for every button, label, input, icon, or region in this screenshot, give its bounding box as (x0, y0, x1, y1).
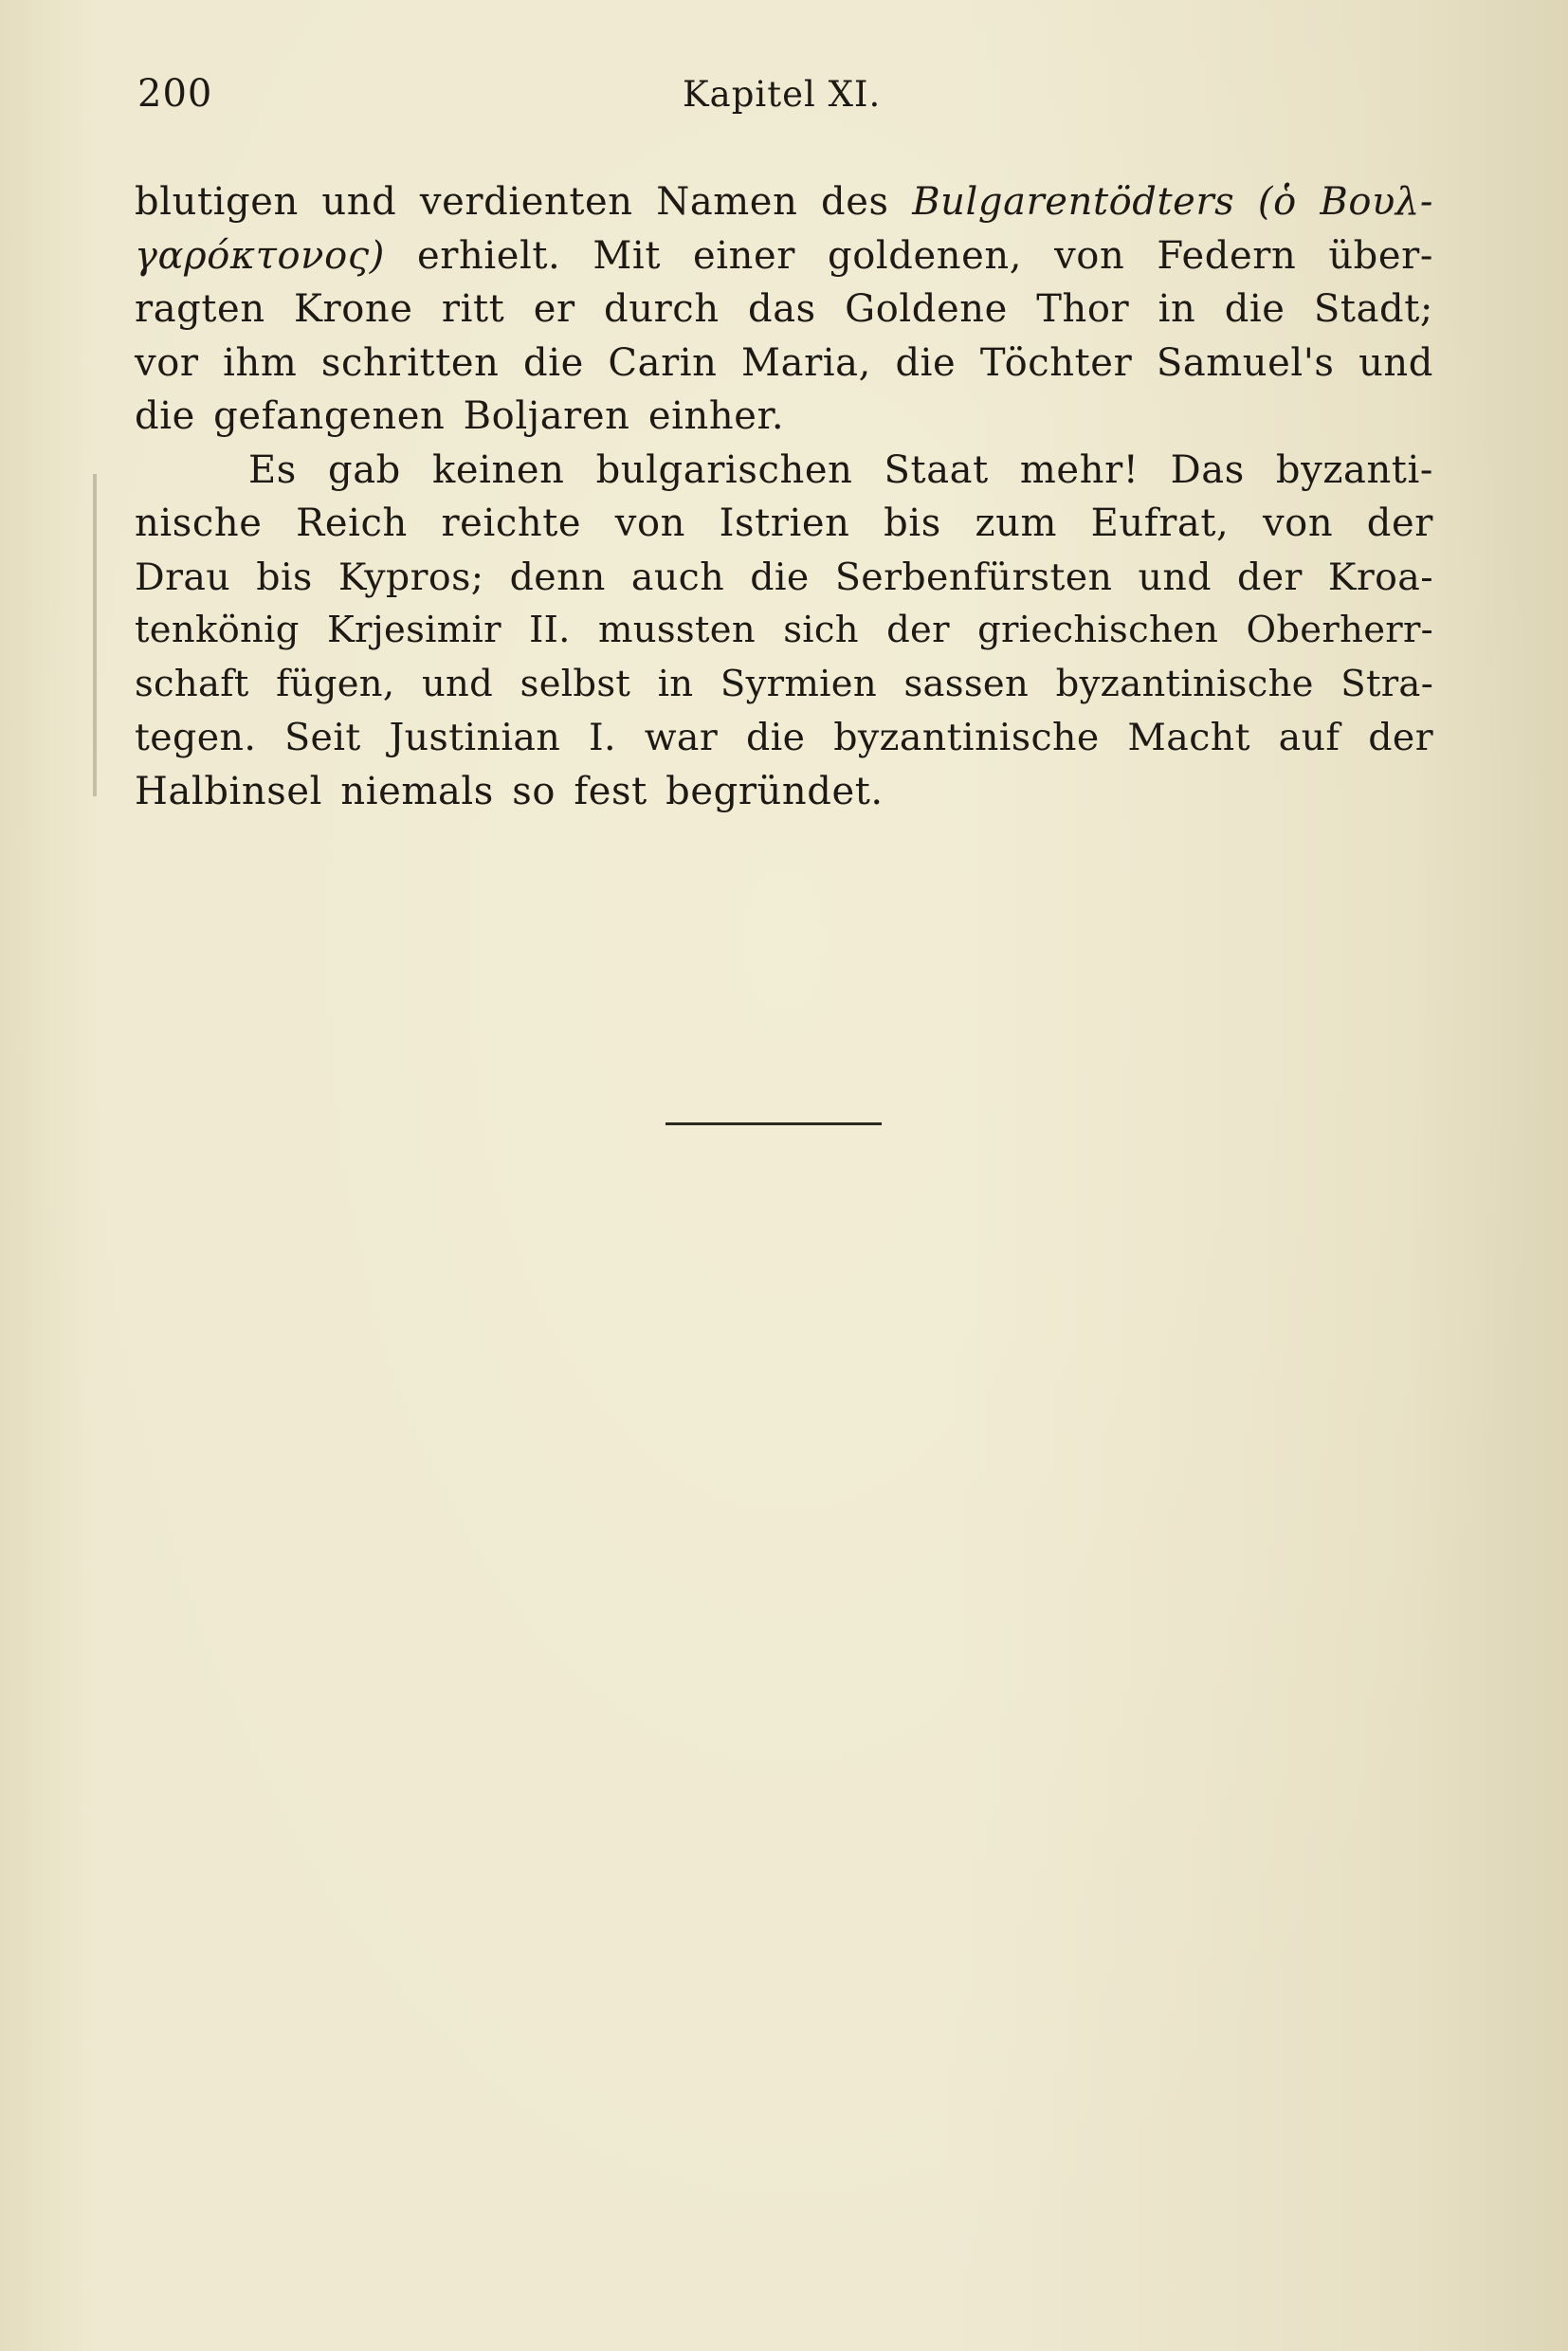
text-line: Drau bis Kypros; denn auch die Serbenfürsten und der Kroa- (135, 555, 1433, 599)
text-line: tenkönig Krjesimir II. mussten sich der griechischen Oberherr- (135, 609, 1433, 651)
text-line: vor ihm schritten die Carin Maria, die Töchter Samuel's und (135, 340, 1433, 385)
text-line: ragten Krone ritt er durch das Goldene Thor in die Stadt; (135, 287, 1433, 331)
text-line: γαρόκτονος) erhielt. Mit einer goldenen, von Federn über- (135, 233, 1433, 278)
page-number: 200 (137, 72, 213, 116)
page-header (137, 72, 1427, 129)
margin-mark (93, 474, 97, 796)
text-line: Halbinsel niemals so fest begründet. (135, 769, 884, 813)
emphasis: Bulgarentödters (912, 180, 1235, 224)
text-line: die gefangenen Boljaren einher. (135, 394, 785, 438)
text-line: schaft fügen, und selbst in Syrmien sassen byzantinische Stra- (135, 662, 1433, 705)
emphasis: γαρόκτονος) (135, 233, 385, 278)
text-line: nische Reich reichte von Istrien bis zum Eufrat, von der (135, 501, 1433, 545)
end-rule (665, 1122, 882, 1125)
running-title: Kapitel XI. (683, 74, 882, 115)
text-line: blutigen und verdienten Namen des Bulgarentödters (ὁ Βουλ- (135, 180, 1433, 224)
text-line: tegen. Seit Justinian I. war die byzantinische Macht auf der (135, 716, 1433, 759)
text-line: Es gab keinen bulgarischen Staat mehr! Das byzanti- (248, 447, 1433, 492)
body-text (135, 175, 1433, 818)
